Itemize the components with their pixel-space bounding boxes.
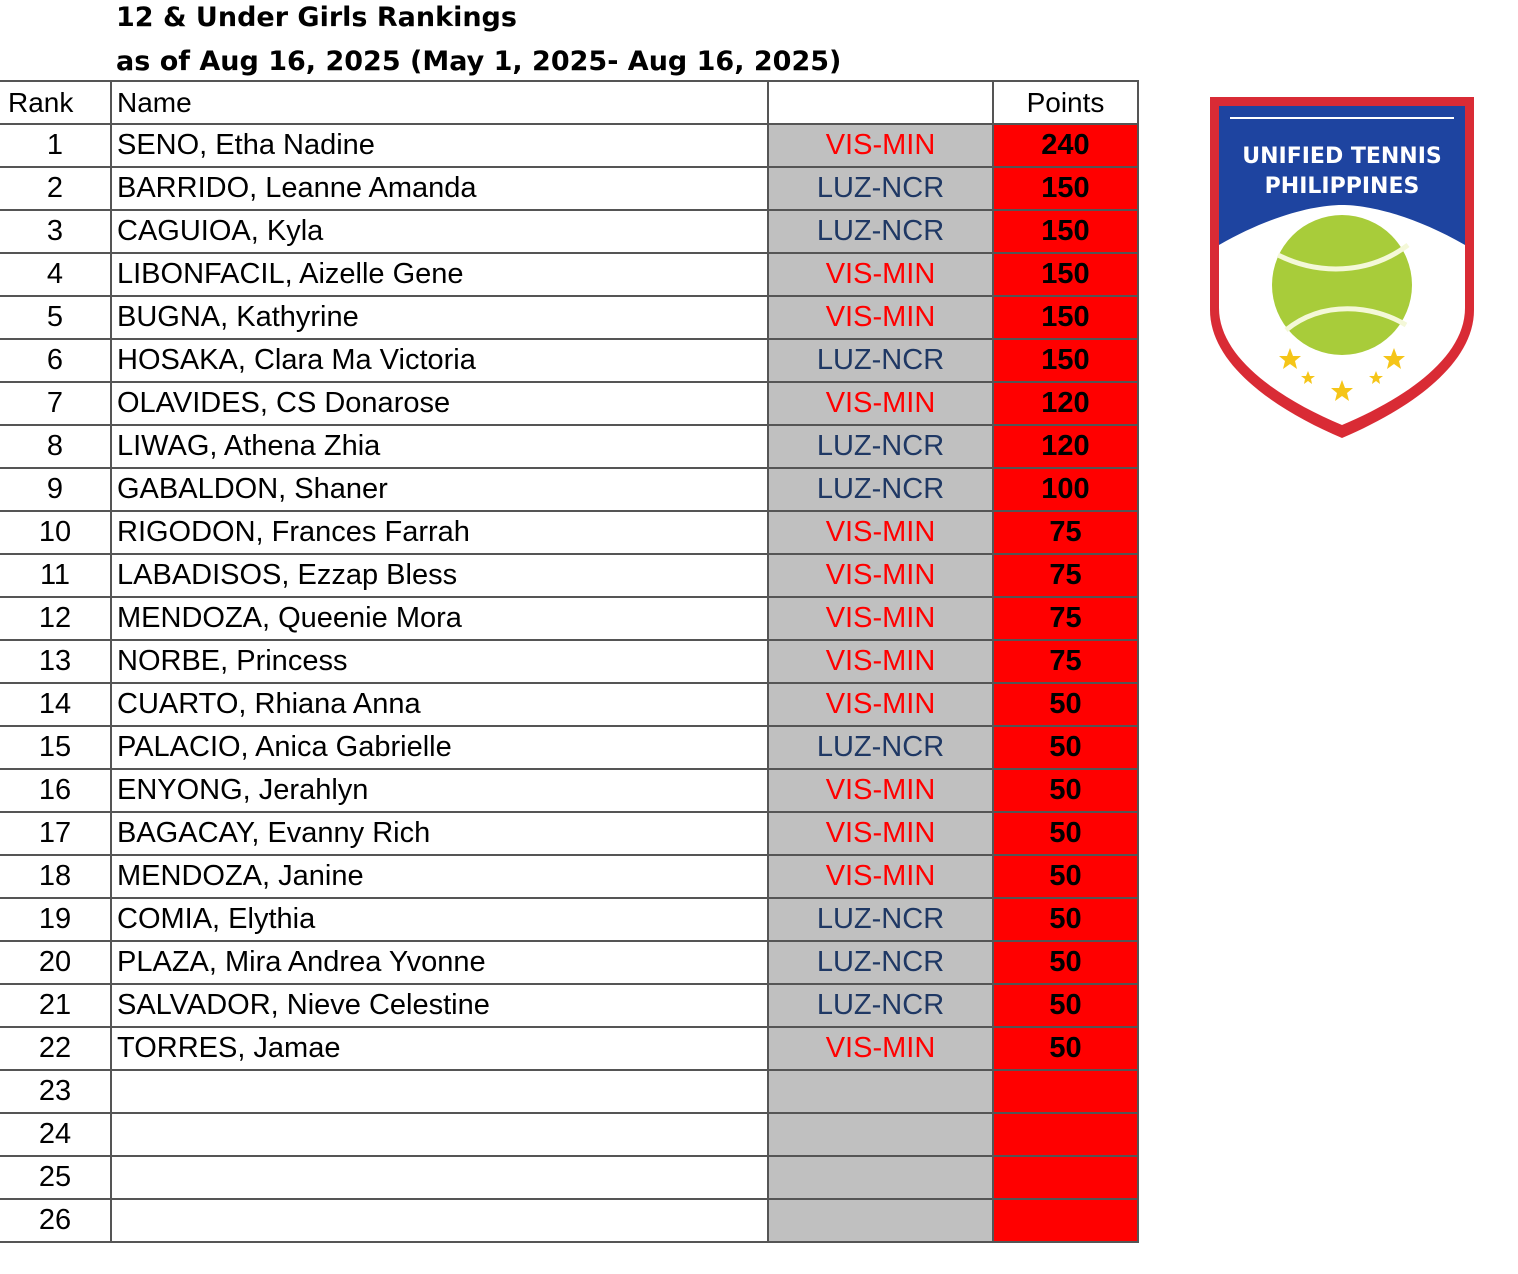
table-row bbox=[0, 511, 1138, 554]
table-row bbox=[0, 167, 1138, 210]
name-cell bbox=[111, 1199, 768, 1242]
name-cell: TORRES, Jamae bbox=[111, 1027, 768, 1070]
tennis-ball-icon bbox=[1272, 215, 1412, 355]
name-cell: MENDOZA, Queenie Mora bbox=[111, 597, 768, 640]
table-row bbox=[0, 683, 1138, 726]
table-row bbox=[0, 769, 1138, 812]
points-cell: 75 bbox=[993, 511, 1138, 554]
table-row bbox=[0, 124, 1138, 167]
table-row bbox=[0, 1113, 1138, 1156]
points-cell: 240 bbox=[993, 124, 1138, 167]
name-cell: OLAVIDES, CS Donarose bbox=[111, 382, 768, 425]
table-row bbox=[0, 855, 1138, 898]
table-row bbox=[0, 296, 1138, 339]
name-cell: BARRIDO, Leanne Amanda bbox=[111, 167, 768, 210]
rank-cell: 23 bbox=[0, 1070, 111, 1113]
rank-cell: 22 bbox=[0, 1027, 111, 1070]
region-header bbox=[768, 81, 993, 124]
table-row bbox=[0, 1070, 1138, 1113]
points-cell: 50 bbox=[993, 812, 1138, 855]
page-subtitle: as of Aug 16, 2025 (May 1, 2025- Aug 16, 2025) bbox=[116, 46, 842, 77]
region-cell: VIS-MIN bbox=[768, 683, 993, 726]
rank-cell: 1 bbox=[0, 124, 111, 167]
region-cell: VIS-MIN bbox=[768, 124, 993, 167]
table-header-row bbox=[0, 81, 1138, 124]
name-cell: HOSAKA, Clara Ma Victoria bbox=[111, 339, 768, 382]
page-title: 12 & Under Girls Rankings bbox=[116, 2, 517, 33]
region-cell bbox=[768, 1070, 993, 1113]
points-cell: 50 bbox=[993, 769, 1138, 812]
points-cell: 150 bbox=[993, 339, 1138, 382]
rank-header: Rank bbox=[0, 81, 111, 124]
table-row bbox=[0, 1156, 1138, 1199]
points-cell: 120 bbox=[993, 425, 1138, 468]
rank-cell: 15 bbox=[0, 726, 111, 769]
region-cell: VIS-MIN bbox=[768, 640, 993, 683]
name-cell: PLAZA, Mira Andrea Yvonne bbox=[111, 941, 768, 984]
rank-cell: 19 bbox=[0, 898, 111, 941]
region-cell bbox=[768, 1113, 993, 1156]
table-row bbox=[0, 812, 1138, 855]
region-cell: LUZ-NCR bbox=[768, 425, 993, 468]
region-cell bbox=[768, 1199, 993, 1242]
rank-cell: 7 bbox=[0, 382, 111, 425]
rank-cell: 13 bbox=[0, 640, 111, 683]
name-cell: ENYONG, Jerahlyn bbox=[111, 769, 768, 812]
region-cell: VIS-MIN bbox=[768, 296, 993, 339]
region-cell: VIS-MIN bbox=[768, 855, 993, 898]
rank-cell: 9 bbox=[0, 468, 111, 511]
table-row bbox=[0, 984, 1138, 1027]
points-cell: 50 bbox=[993, 855, 1138, 898]
table-row bbox=[0, 253, 1138, 296]
rank-cell: 26 bbox=[0, 1199, 111, 1242]
points-cell: 150 bbox=[993, 253, 1138, 296]
name-cell bbox=[111, 1156, 768, 1199]
table-row bbox=[0, 640, 1138, 683]
region-cell: LUZ-NCR bbox=[768, 210, 993, 253]
table-row bbox=[0, 941, 1138, 984]
name-cell: LABADISOS, Ezzap Bless bbox=[111, 554, 768, 597]
table-row bbox=[0, 468, 1138, 511]
name-cell: CUARTO, Rhiana Anna bbox=[111, 683, 768, 726]
region-cell: LUZ-NCR bbox=[768, 984, 993, 1027]
rank-cell: 10 bbox=[0, 511, 111, 554]
rank-cell: 20 bbox=[0, 941, 111, 984]
rank-cell: 14 bbox=[0, 683, 111, 726]
table-row bbox=[0, 898, 1138, 941]
points-cell: 50 bbox=[993, 984, 1138, 1027]
rank-cell: 12 bbox=[0, 597, 111, 640]
table-row bbox=[0, 382, 1138, 425]
table-row bbox=[0, 339, 1138, 382]
region-cell: LUZ-NCR bbox=[768, 898, 993, 941]
region-cell: VIS-MIN bbox=[768, 382, 993, 425]
table-row bbox=[0, 554, 1138, 597]
name-cell: GABALDON, Shaner bbox=[111, 468, 768, 511]
points-cell bbox=[993, 1070, 1138, 1113]
rank-cell: 4 bbox=[0, 253, 111, 296]
points-header: Points bbox=[993, 81, 1138, 124]
points-cell: 150 bbox=[993, 210, 1138, 253]
rank-cell: 17 bbox=[0, 812, 111, 855]
region-cell: VIS-MIN bbox=[768, 554, 993, 597]
name-cell: COMIA, Elythia bbox=[111, 898, 768, 941]
table-row bbox=[0, 1027, 1138, 1070]
rank-cell: 18 bbox=[0, 855, 111, 898]
rank-cell: 21 bbox=[0, 984, 111, 1027]
points-cell: 50 bbox=[993, 898, 1138, 941]
region-cell: VIS-MIN bbox=[768, 597, 993, 640]
name-cell: LIBONFACIL, Aizelle Gene bbox=[111, 253, 768, 296]
table-row bbox=[0, 597, 1138, 640]
region-cell: LUZ-NCR bbox=[768, 339, 993, 382]
table-row bbox=[0, 726, 1138, 769]
points-cell: 120 bbox=[993, 382, 1138, 425]
rank-cell: 6 bbox=[0, 339, 111, 382]
region-cell: LUZ-NCR bbox=[768, 468, 993, 511]
table-row bbox=[0, 1199, 1138, 1242]
rank-cell: 3 bbox=[0, 210, 111, 253]
points-cell: 100 bbox=[993, 468, 1138, 511]
rankings-table bbox=[0, 80, 1139, 1243]
logo-line2: PHILIPPINES bbox=[1264, 174, 1420, 199]
points-cell: 50 bbox=[993, 941, 1138, 984]
table-row bbox=[0, 210, 1138, 253]
name-cell: CAGUIOA, Kyla bbox=[111, 210, 768, 253]
region-cell: VIS-MIN bbox=[768, 253, 993, 296]
rank-cell: 5 bbox=[0, 296, 111, 339]
points-cell: 75 bbox=[993, 554, 1138, 597]
logo-line1: UNIFIED TENNIS bbox=[1242, 144, 1442, 169]
unified-tennis-philippines-logo bbox=[1208, 95, 1476, 440]
rank-cell: 25 bbox=[0, 1156, 111, 1199]
region-cell bbox=[768, 1156, 993, 1199]
region-cell: VIS-MIN bbox=[768, 1027, 993, 1070]
rank-cell: 11 bbox=[0, 554, 111, 597]
table-row bbox=[0, 425, 1138, 468]
name-cell bbox=[111, 1113, 768, 1156]
points-cell: 50 bbox=[993, 683, 1138, 726]
points-cell bbox=[993, 1156, 1138, 1199]
points-cell: 150 bbox=[993, 296, 1138, 339]
region-cell: VIS-MIN bbox=[768, 511, 993, 554]
region-cell: VIS-MIN bbox=[768, 812, 993, 855]
name-cell: RIGODON, Frances Farrah bbox=[111, 511, 768, 554]
rank-cell: 16 bbox=[0, 769, 111, 812]
points-cell: 75 bbox=[993, 597, 1138, 640]
points-cell bbox=[993, 1113, 1138, 1156]
name-cell: LIWAG, Athena Zhia bbox=[111, 425, 768, 468]
name-cell: MENDOZA, Janine bbox=[111, 855, 768, 898]
region-cell: LUZ-NCR bbox=[768, 941, 993, 984]
region-cell: LUZ-NCR bbox=[768, 167, 993, 210]
region-cell: VIS-MIN bbox=[768, 769, 993, 812]
name-cell: SENO, Etha Nadine bbox=[111, 124, 768, 167]
name-cell: BUGNA, Kathyrine bbox=[111, 296, 768, 339]
points-cell: 75 bbox=[993, 640, 1138, 683]
name-cell: PALACIO, Anica Gabrielle bbox=[111, 726, 768, 769]
points-cell: 50 bbox=[993, 1027, 1138, 1070]
region-cell: LUZ-NCR bbox=[768, 726, 993, 769]
name-cell: BAGACAY, Evanny Rich bbox=[111, 812, 768, 855]
name-cell: SALVADOR, Nieve Celestine bbox=[111, 984, 768, 1027]
rank-cell: 24 bbox=[0, 1113, 111, 1156]
points-cell bbox=[993, 1199, 1138, 1242]
points-cell: 50 bbox=[993, 726, 1138, 769]
name-header: Name bbox=[111, 81, 768, 124]
name-cell: NORBE, Princess bbox=[111, 640, 768, 683]
rank-cell: 2 bbox=[0, 167, 111, 210]
points-cell: 150 bbox=[993, 167, 1138, 210]
rank-cell: 8 bbox=[0, 425, 111, 468]
name-cell bbox=[111, 1070, 768, 1113]
